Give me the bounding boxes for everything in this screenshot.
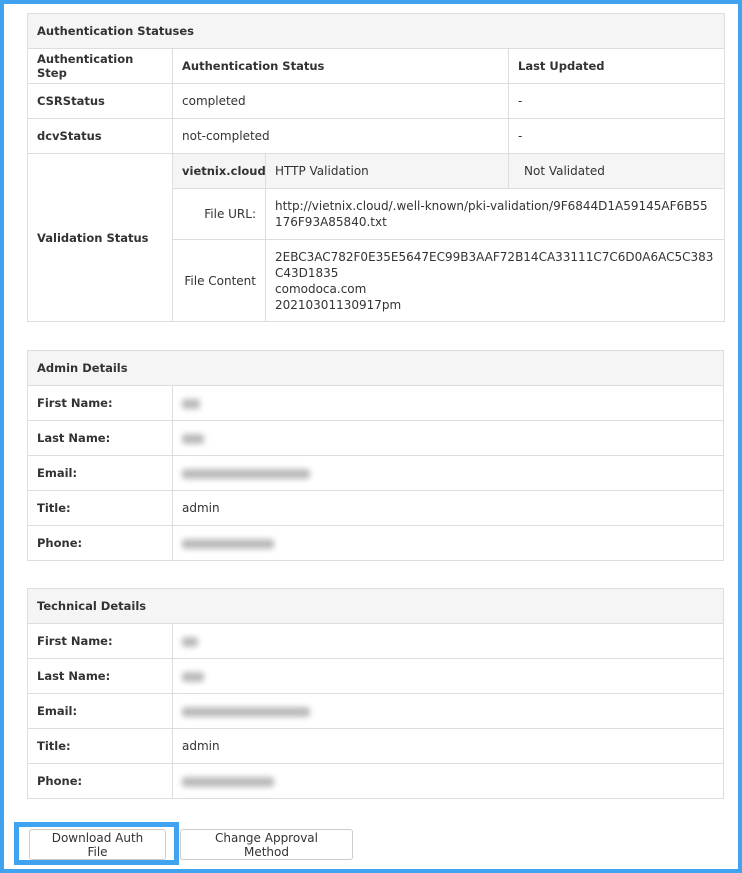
- content-line: comodoca.com: [275, 281, 367, 296]
- redacted-value: [182, 777, 274, 787]
- redacted-value: [182, 539, 274, 549]
- authentication-statuses-table: [27, 13, 725, 322]
- table-title: Admin Details: [28, 351, 724, 386]
- step: dcvStatus: [28, 119, 173, 154]
- file-content-label: File Content: [173, 240, 266, 322]
- redacted-value: [182, 399, 200, 409]
- label: Email:: [28, 456, 173, 491]
- file-url: http://vietnix.cloud/.well-known/pki-validation/9F6844D1A59145AF6B55176F93A85840.txt: [266, 189, 725, 240]
- updated: -: [509, 119, 725, 154]
- file-url-label: File URL:: [173, 189, 266, 240]
- col-header: Authentication Step: [28, 49, 173, 84]
- col-header: Last Updated: [509, 49, 725, 84]
- label: Phone:: [28, 764, 173, 799]
- redacted-value: [182, 469, 310, 479]
- redacted-value: [182, 707, 310, 717]
- col-header: Authentication Status: [173, 49, 509, 84]
- label: First Name:: [28, 386, 173, 421]
- admin-details-table: [27, 350, 724, 561]
- step: CSRStatus: [28, 84, 173, 119]
- table-row: [28, 84, 725, 119]
- table-title: Authentication Statuses: [28, 14, 725, 49]
- download-auth-file-button[interactable]: Download Auth File: [29, 829, 166, 860]
- title-value: admin: [173, 729, 724, 764]
- label: Last Name:: [28, 421, 173, 456]
- table-title: Technical Details: [28, 589, 724, 624]
- label: Title:: [28, 729, 173, 764]
- redacted-value: [182, 637, 198, 647]
- content-line: 2EBC3AC782F0E35E5647EC99B3AAF72B14CA33111C7C6D0A6AC5C383C43D1835: [275, 249, 714, 280]
- redacted-value: [182, 434, 204, 444]
- label: Email:: [28, 694, 173, 729]
- label: Title:: [28, 491, 173, 526]
- label: First Name:: [28, 624, 173, 659]
- technical-details-table: [27, 588, 724, 799]
- validation-result: Not Validated: [509, 154, 725, 189]
- title-value: admin: [173, 491, 724, 526]
- content-line: 20210301130917pm: [275, 297, 402, 312]
- file-content: [266, 240, 725, 322]
- domain: vietnix.cloud: [173, 154, 266, 189]
- validation-status-label: Validation Status: [28, 154, 173, 322]
- label: Last Name:: [28, 659, 173, 694]
- table-row: [28, 119, 725, 154]
- label: Phone:: [28, 526, 173, 561]
- updated: -: [509, 84, 725, 119]
- status: not-completed: [173, 119, 509, 154]
- redacted-value: [182, 672, 204, 682]
- validation-method: HTTP Validation: [266, 154, 509, 189]
- status: completed: [173, 84, 509, 119]
- change-approval-method-button[interactable]: Change Approval Method: [180, 829, 353, 860]
